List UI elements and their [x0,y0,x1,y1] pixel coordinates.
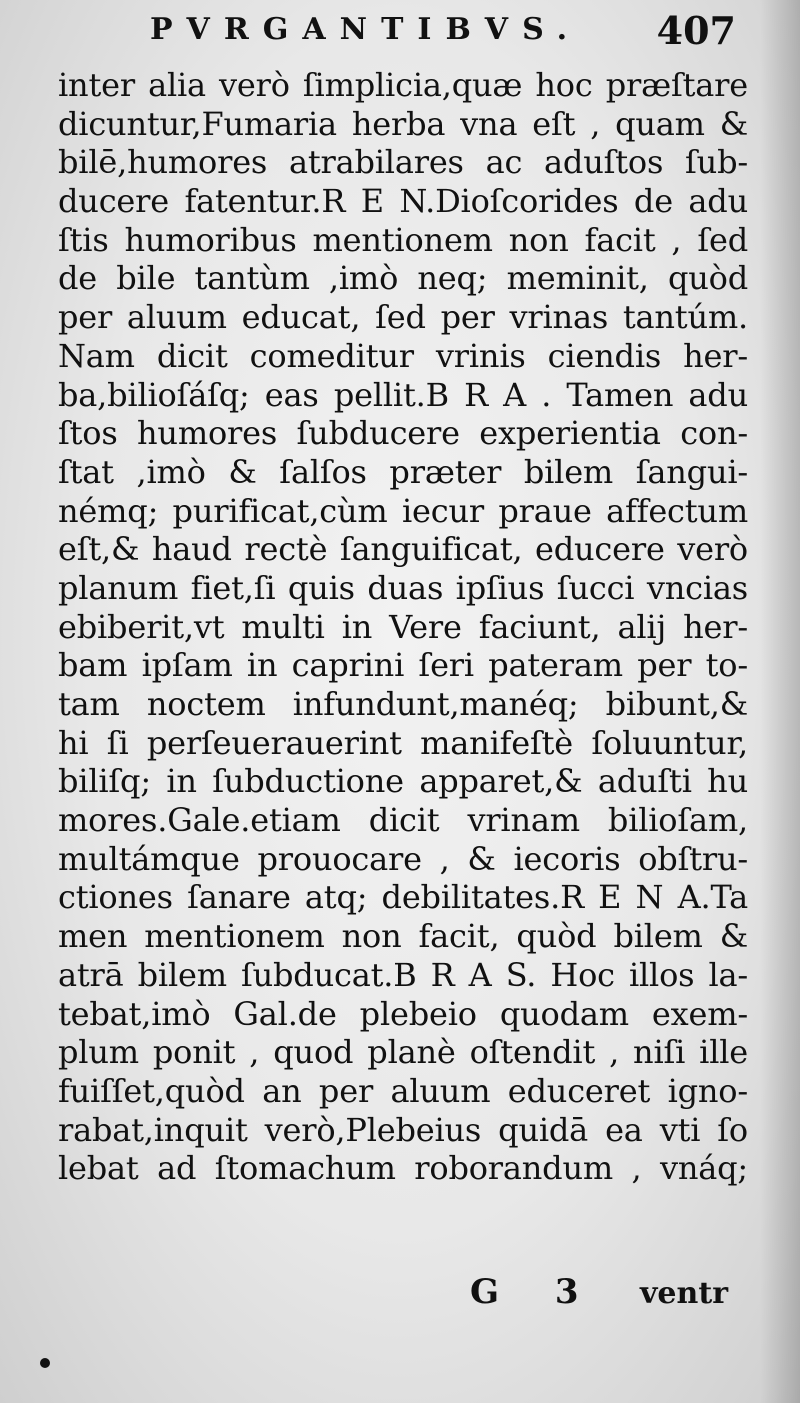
text-line: per aluum educat, ſed per vrinas tantúm. [58,298,748,337]
running-head: PVRGANTIBVS. [150,12,582,47]
text-line: ſtis humoribus mentionem non facit , ſed [58,220,748,259]
text-line: fuiſſet,quòd an per aluum educeret igno- [58,1071,748,1110]
text-line: némq; purificat,cùm iecur praue affectum [58,491,748,530]
text-line: planum fiet,ſi quis duas ipſius ſucci vncias [58,568,748,607]
text-line: rabat,inquit verò,Plebeius quidā ea vti ſo [58,1110,748,1149]
text-line: ducere fatentur.R E N.Dioſcorides de adu [58,182,748,221]
text-line: bilē,humores atrabilares ac aduſtos ſub- [58,143,748,182]
text-line: tebat,imò Gal.de plebeio quodam exem- [58,994,748,1033]
ink-dot-mark [40,1358,50,1368]
text-line: lebat ad ſtomachum roborandum , vnáq; [58,1149,748,1188]
catchword: ventr [640,1276,728,1311]
text-line: tam noctem infundunt,manéq; bibunt,& [58,685,748,723]
text-line: inter alia verò ſimplicia,quæ hoc præſtare [58,66,748,104]
text-line: Nam dicit comeditur vrinis ciendis her- [58,336,748,375]
text-line: dicuntur,Fumaria herba vna eſt , quam & [58,104,748,143]
text-line: hi ſi perſeuerauerint manifeſtè ſoluuntur, [58,723,748,762]
page-number: 407 [656,8,736,53]
text-line: ſtat ,imò & ſalſos præter bilem ſangui- [58,452,748,491]
text-line: de bile tantùm ,imò neq; meminit, quòd [58,259,748,298]
text-line: eſt,& haud rectè ſanguificat, educere verò [58,530,748,569]
text-line: multámque prouocare , & iecoris obſtru- [58,839,748,878]
text-line: biliſq; in ſubductione apparet,& aduſti hu [58,762,748,801]
text-line: ctiones ſanare atq; debilitates.R E N A.Ta [58,878,748,917]
text-line: bam ipſam in caprini ſeri pateram per to- [58,646,748,685]
text-line: atrā bilem ſubducat.B R A S. Hoc illos la- [58,955,748,994]
signature-mark: G 3 [470,1272,601,1312]
text-line: ebiberit,vt multi in Vere faciunt, alij her- [58,607,748,646]
text-line: men mentionem non facit, quòd bilem & [58,917,748,956]
text-line: mores.Gale.etiam dicit vrinam bilioſam, [58,801,748,840]
text-line: ſtos humores ſubducere experientia con- [58,414,748,453]
body-text [58,66,748,1188]
text-line: plum ponit , quod planè oſtendit , niſi ille [58,1033,748,1072]
page-edge-shadow [760,0,800,1403]
text-line: ba,bilioſáſq; eas pellit.B R A . Tamen adu [58,375,748,414]
